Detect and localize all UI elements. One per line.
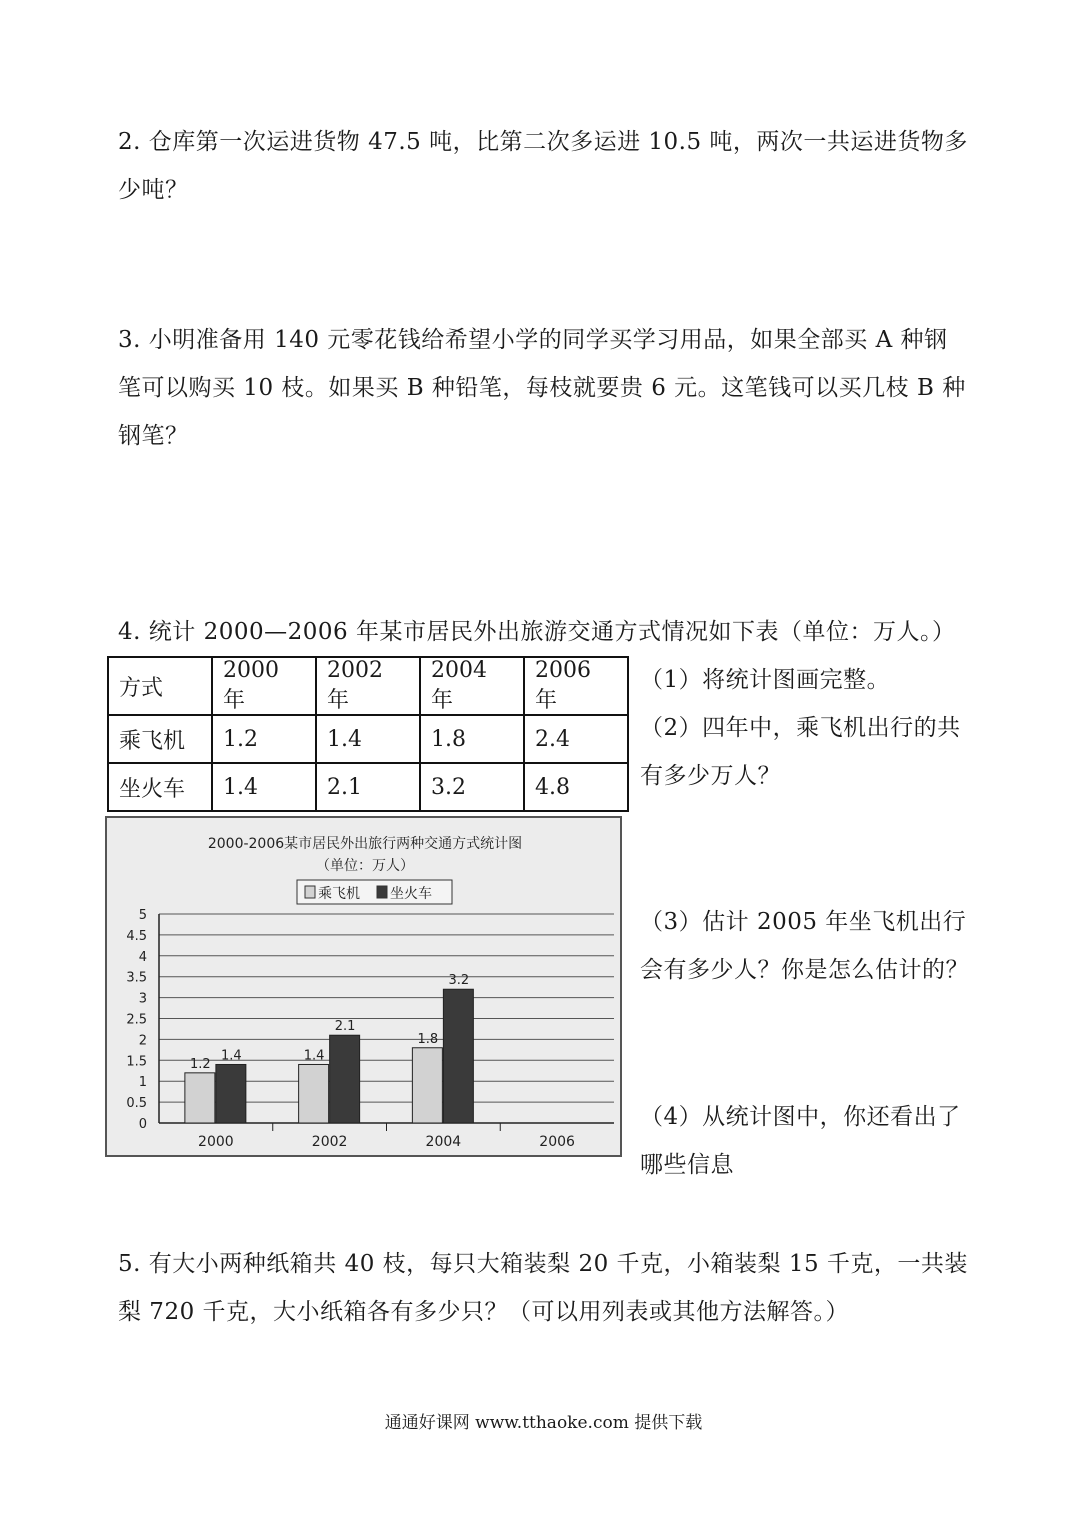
table-cell: 3.2 xyxy=(420,763,524,811)
y-tick-label: 1.5 xyxy=(126,1054,147,1070)
bar-value-label: 1.4 xyxy=(303,1048,325,1064)
y-tick-label: 0 xyxy=(138,1117,147,1132)
table-header-cell: 2004 年 xyxy=(420,657,524,715)
table-cell: 2.1 xyxy=(316,763,420,811)
table-header-row xyxy=(108,657,628,715)
statistics-table xyxy=(107,656,629,812)
y-tick-label: 3.5 xyxy=(126,970,147,986)
y-tick-label: 4 xyxy=(138,949,147,965)
table-header-cell: 2006 年 xyxy=(524,657,628,715)
table-row xyxy=(108,763,628,811)
table-cell: 1.4 xyxy=(316,715,420,763)
y-tick-label: 0.5 xyxy=(126,1096,147,1112)
question-5: 5. 有大小两种纸箱共 40 枝，每只大箱装梨 20 千克，小箱装梨 15 千克，一共装梨 720 千克，大小纸箱各有多少只？（可以用列表或其他方法解答。） xyxy=(118,1251,968,1325)
bar-value-label: 1.2 xyxy=(190,1056,211,1072)
legend-label: 坐火车 xyxy=(390,886,432,902)
y-tick-label: 1 xyxy=(138,1075,147,1091)
bar xyxy=(185,1073,215,1123)
sub-question-2: （2）四年中，乘飞机出行的共有多少万人？ xyxy=(640,715,961,789)
bar-value-label: 3.2 xyxy=(448,973,470,989)
legend-swatch xyxy=(377,886,387,898)
table-header-cell: 2002 年 xyxy=(316,657,420,715)
bar-chart xyxy=(105,816,622,1157)
y-tick-label: 4.5 xyxy=(126,928,147,944)
y-tick-label: 2.5 xyxy=(126,1012,147,1028)
table-cell: 1.2 xyxy=(212,715,316,763)
bar-chart-svg xyxy=(107,818,624,1159)
table-header-cell: 2000 年 xyxy=(212,657,316,715)
table-cell: 4.8 xyxy=(524,763,628,811)
bar-value-label: 1.4 xyxy=(221,1048,242,1064)
table-cell: 坐火车 xyxy=(108,763,212,811)
bar-value-label: 2.1 xyxy=(334,1019,356,1035)
bar-value-label: 1.8 xyxy=(417,1031,439,1047)
table-cell: 1.4 xyxy=(212,763,316,811)
sub-question-4: （4）从统计图中，你还看出了哪些信息 xyxy=(640,1104,961,1178)
x-tick-label: 2006 xyxy=(539,1134,575,1150)
question-3: 3. 小明准备用 140 元零花钱给希望小学的同学买学习用品，如果全部买 A 种钢笔可以购买 10 枝。如果买 B 种铅笔，每枝就要贵 6 元。这笔钱可以买几枝 B 种钢笔？ xyxy=(118,327,966,449)
x-tick-label: 2004 xyxy=(425,1134,462,1150)
bar xyxy=(299,1064,329,1123)
table-cell: 乘飞机 xyxy=(108,715,212,763)
table-row xyxy=(108,715,628,763)
table-cell: 2.4 xyxy=(524,715,628,763)
y-tick-label: 2 xyxy=(138,1033,147,1049)
table-header-cell: 方式 xyxy=(108,657,212,715)
bar xyxy=(216,1064,246,1123)
footer-source: 通通好课网 www.tthaoke.com 提供下载 xyxy=(384,1413,703,1433)
sub-question-3: （3）估计 2005 年坐飞机出行会有多少人？你是怎么估计的？ xyxy=(640,909,969,983)
chart-subtitle: （单位：万人） xyxy=(316,858,414,874)
question-2: 2. 仓库第一次运进货物 47.5 吨，比第二次多运进 10.5 吨，两次一共运进货物多少吨？ xyxy=(118,129,968,203)
question-4: 4. 统计 2000—2006 年某市居民外出旅游交通方式情况如下表（单位：万人。） xyxy=(118,619,956,645)
legend-label: 乘飞机 xyxy=(318,886,360,902)
bar xyxy=(330,1035,360,1123)
x-tick-label: 2000 xyxy=(198,1134,234,1150)
y-tick-label: 5 xyxy=(138,908,147,923)
bar xyxy=(443,989,473,1123)
table-cell: 1.8 xyxy=(420,715,524,763)
bar xyxy=(412,1048,442,1123)
legend-swatch xyxy=(305,886,315,898)
y-tick-label: 3 xyxy=(138,991,147,1007)
sub-question-1: （1）将统计图画完整。 xyxy=(640,667,891,693)
chart-title: 2000-2006某市居民外出旅行两种交通方式统计图 xyxy=(207,836,523,852)
x-tick-label: 2002 xyxy=(311,1134,348,1150)
